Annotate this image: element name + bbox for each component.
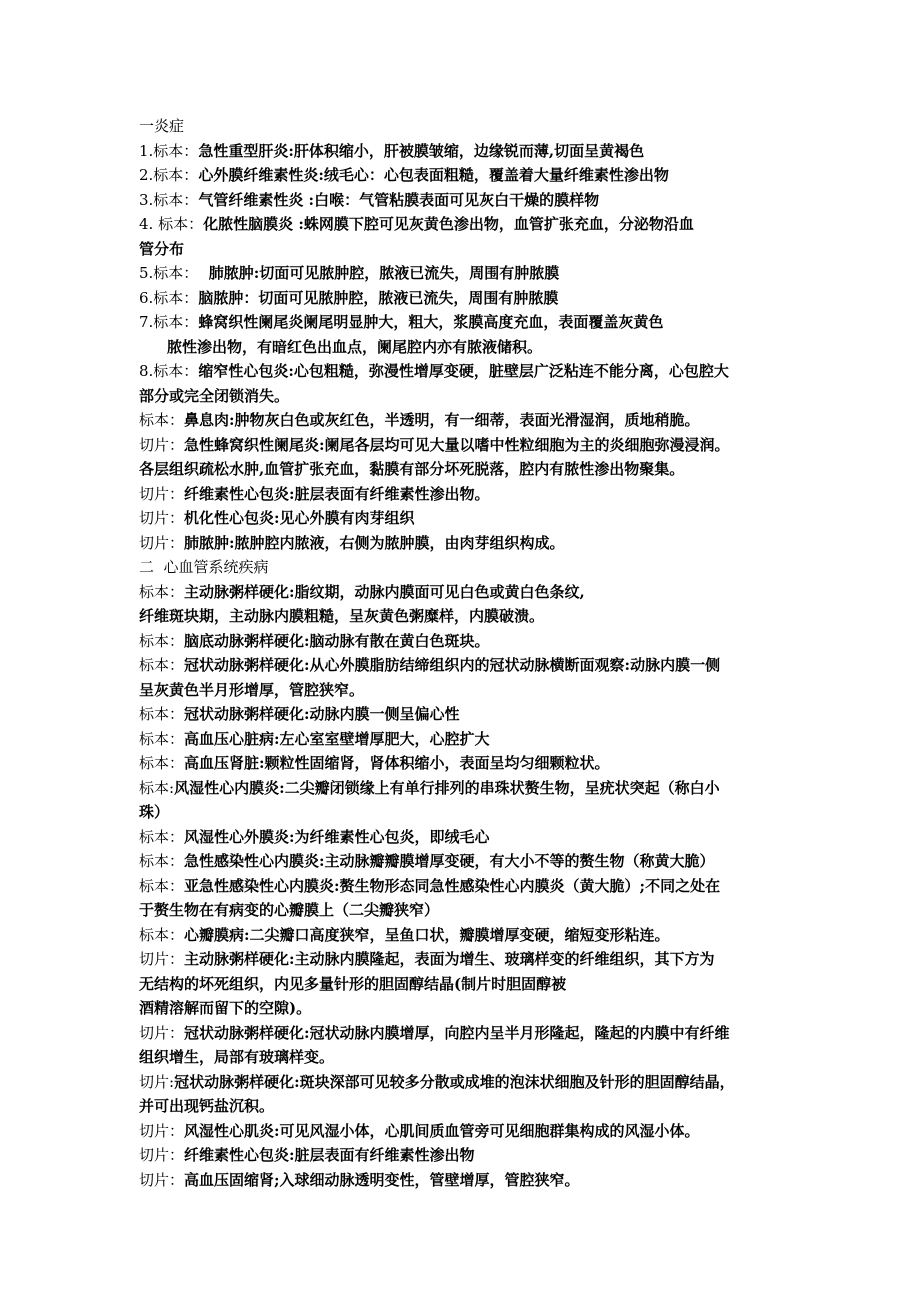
text-line bbox=[139, 849, 789, 874]
line-label: 8.标本： bbox=[139, 362, 199, 380]
text-line bbox=[139, 1119, 789, 1144]
line-label: 切片： bbox=[139, 1146, 185, 1164]
line-text: 机化性心包炎:见心外膜有肉芽组织 bbox=[184, 509, 415, 527]
line-text: 无结构的坏死组织，内见多量针形的胆固醇结晶(制片时胆固醇被 bbox=[139, 974, 567, 993]
text-line bbox=[139, 555, 789, 580]
text-line bbox=[139, 188, 789, 213]
text-line bbox=[139, 825, 789, 850]
line-text: 心外膜纤维素性炎:绒毛心：心包表面粗糙，覆盖着大量纤维素性渗出物 bbox=[198, 166, 669, 184]
line-text: 化脓性脑膜炎 :蛛网膜下腔可见灰黄色渗出物，血管扩张充血，分泌物沿血 bbox=[203, 215, 694, 233]
text-line bbox=[139, 1070, 789, 1095]
line-text: 冠状动脉粥样硬化:冠状动脉内膜增厚，向腔内呈半月形隆起，隆起的内膜中有纤维 bbox=[184, 1023, 730, 1042]
line-text: 纤维素性心包炎:脏层表面有纤维素性渗出物。 bbox=[184, 484, 490, 503]
line-text: 脑底动脉粥样硬化:脑动脉有散在黄白色斑块。 bbox=[184, 631, 490, 650]
text-line bbox=[139, 1168, 789, 1193]
line-label: 切片: bbox=[139, 1072, 175, 1091]
line-label: 4. 标本： bbox=[139, 215, 204, 233]
line-text: 高血压固缩肾;入球细动脉透明变性，管壁增厚，管腔狭窄。 bbox=[184, 1170, 580, 1189]
line-text: 急性重型肝炎:肝体积缩小，肝被膜皱缩，边缘锐而薄,切面呈黄褐色 bbox=[198, 141, 645, 160]
text-line bbox=[139, 139, 789, 164]
line-label: 2.标本： bbox=[139, 166, 199, 184]
text-line bbox=[139, 433, 789, 458]
text-line bbox=[139, 629, 789, 654]
line-text: 一炎症 bbox=[139, 117, 185, 135]
line-text: 气管纤维素性炎 :白喉：气管粘膜表面可见灰白干燥的膜样物 bbox=[198, 190, 600, 209]
line-label: 标本： bbox=[139, 582, 185, 601]
line-text: 急性蜂窝织性阑尾炎:阑尾各层均可见大量以嗜中性粒细胞为主的炎细胞弥漫浸润。 bbox=[184, 435, 730, 454]
line-label: 1.标本： bbox=[139, 141, 199, 160]
line-text: 脓性渗出物，有暗红色出血点，阑尾腔内亦有脓液储积。 bbox=[167, 337, 543, 356]
line-label: 标本： bbox=[139, 754, 185, 772]
line-label: 标本： bbox=[139, 656, 185, 674]
text-line bbox=[139, 286, 789, 311]
text-line bbox=[139, 212, 789, 237]
line-text: 冠状动脉粥样硬化:从心外膜脂肪结缔组织内的冠状动脉横断面观察:动脉内膜一侧 bbox=[184, 656, 721, 674]
line-text: 风湿性心外膜炎:为纤维素性心包炎，即绒毛心 bbox=[184, 827, 490, 846]
line-label: 切片： bbox=[139, 484, 185, 503]
text-line bbox=[139, 727, 789, 752]
line-label: 7.标本： bbox=[139, 313, 199, 331]
text-line bbox=[139, 114, 789, 139]
line-label: 标本： bbox=[139, 705, 185, 723]
line-label: 标本： bbox=[139, 631, 185, 650]
line-label: 3.标本： bbox=[139, 190, 199, 209]
line-label: 切片： bbox=[139, 509, 185, 527]
line-label: 切片： bbox=[139, 435, 185, 454]
line-label: 切片： bbox=[139, 1023, 185, 1042]
text-line bbox=[139, 506, 789, 531]
line-text: 风湿性心肌炎:可见风湿小体，心肌间质血管旁可见细胞群集构成的风湿小体。 bbox=[184, 1121, 700, 1140]
line-text: 各层组织疏松水肿,血管扩张充血，黏膜有部分坏死脱落，腔内有脓性渗出物聚集。 bbox=[139, 460, 685, 478]
line-text: 并可出现钙盐沉积。 bbox=[139, 1097, 275, 1115]
line-text: 脑脓肿：切面可见脓肿腔，脓液已流失，周围有肿脓膜 bbox=[198, 288, 559, 307]
line-text: 亚急性感染性心内膜炎:赘生物形态同急性感染性心内膜炎（黄大脆）;不同之处在 bbox=[184, 876, 721, 895]
line-label: 标本: bbox=[139, 778, 175, 797]
line-text: 高血压肾脏:颗粒性固缩肾，肾体积缩小，表面呈均匀细颗粒状。 bbox=[184, 754, 610, 772]
text-line bbox=[139, 163, 789, 188]
line-label: 切片： bbox=[139, 1170, 185, 1189]
text-line bbox=[139, 408, 789, 433]
text-line bbox=[139, 800, 789, 825]
line-label: 6.标本： bbox=[139, 288, 199, 307]
line-label: 标本： bbox=[139, 827, 185, 846]
line-text: 管分布 bbox=[139, 239, 185, 258]
line-label: 切片： bbox=[139, 533, 185, 552]
text-line bbox=[139, 678, 789, 703]
text-line bbox=[139, 531, 789, 556]
line-text: 心瓣膜病:二尖瓣口高度狭窄，呈鱼口状，瓣膜增厚变硬，缩短变形粘连。 bbox=[184, 925, 670, 944]
text-line bbox=[139, 580, 789, 605]
text-line bbox=[139, 776, 789, 801]
line-text: 肺脓肿:切面可见脓肿腔，脓液已流失，周围有肿脓膜 bbox=[198, 264, 560, 282]
text-line bbox=[139, 996, 789, 1021]
text-line bbox=[139, 923, 789, 948]
text-line bbox=[139, 384, 789, 409]
text-line bbox=[139, 653, 789, 678]
line-text: 呈灰黄色半月形增厚，管腔狭窄。 bbox=[139, 680, 365, 699]
text-line bbox=[139, 1045, 789, 1070]
text-line bbox=[139, 457, 789, 482]
line-text: 酒精溶解而留下的空隙)。 bbox=[139, 999, 312, 1017]
line-label: 标本： bbox=[139, 852, 185, 870]
text-line bbox=[139, 261, 789, 286]
text-line bbox=[139, 898, 789, 923]
line-text: 风湿性心内膜炎:二尖瓣闭锁缘上有单行排列的串珠状赘生物，呈疣状突起（称白小 bbox=[174, 778, 720, 797]
line-label: 切片： bbox=[139, 1121, 185, 1140]
line-text: 急性感染性心内膜炎:主动脉瓣瓣膜增厚变硬，有大小不等的赘生物（称黄大脆） bbox=[184, 852, 715, 870]
line-text: 主动脉粥样硬化:脂纹期，动脉内膜面可见白色或黄白色条纹, bbox=[184, 582, 585, 601]
line-label: 标本： bbox=[139, 876, 185, 895]
text-line bbox=[139, 874, 789, 899]
line-text: 纤维斑块期，主动脉内膜粗糙，呈灰黄色粥糜样，内膜破溃。 bbox=[139, 607, 545, 625]
text-line bbox=[139, 237, 789, 262]
line-label: 5.标本： bbox=[139, 264, 199, 282]
line-text: 缩窄性心包炎:心包粗糙，弥漫性增厚变硬，脏壁层广泛粘连不能分离，心包腔大 bbox=[198, 362, 729, 380]
line-label: 标本： bbox=[139, 925, 185, 944]
text-line bbox=[139, 751, 789, 776]
line-text: 组织增生，局部有玻璃样变。 bbox=[139, 1048, 335, 1066]
line-text: 二 心血管系统疾病 bbox=[139, 558, 269, 576]
text-line bbox=[139, 1143, 789, 1168]
line-label: 切片： bbox=[139, 950, 185, 968]
line-text: 肺脓肿:脓肿腔内脓液，右侧为脓肿膜，由肉芽组织构成。 bbox=[184, 533, 565, 552]
text-line bbox=[139, 972, 789, 997]
text-line bbox=[139, 604, 789, 629]
document-body bbox=[139, 114, 789, 1192]
line-label: 标本： bbox=[139, 411, 185, 429]
line-text: 部分或完全闭锁消失。 bbox=[139, 386, 290, 405]
line-text: 主动脉粥样硬化:主动脉内膜隆起，表面为增生、玻璃样变的纤维组织，其下方为 bbox=[184, 950, 715, 968]
line-text: 冠状动脉粥样硬化:动脉内膜一侧呈偏心性 bbox=[184, 705, 460, 723]
text-line bbox=[139, 359, 789, 384]
text-line bbox=[139, 947, 789, 972]
text-line bbox=[139, 1094, 789, 1119]
line-text: 冠状动脉粥样硬化:斑块深部可见较多分散或成堆的泡沫状细胞及针形的胆固醇结晶， bbox=[174, 1072, 735, 1091]
line-text: 珠） bbox=[139, 803, 170, 821]
line-label: 标本： bbox=[139, 729, 185, 748]
line-text: 蜂窝织性阑尾炎阑尾明显肿大，粗大，浆膜高度充血，表面覆盖灰黄色 bbox=[198, 313, 664, 331]
text-line bbox=[139, 310, 789, 335]
line-text: 于赘生物在有病变的心瓣膜上（二尖瓣狭窄） bbox=[139, 901, 440, 919]
line-text: 鼻息肉:肿物灰白色或灰红色，半透明，有一细蒂，表面光滑湿润，质地稍脆。 bbox=[184, 411, 700, 429]
text-line bbox=[139, 482, 789, 507]
text-line bbox=[139, 335, 789, 360]
text-line bbox=[139, 1021, 789, 1046]
text-line bbox=[139, 702, 789, 727]
line-text: 高血压心脏病:左心室室壁增厚肥大，心腔扩大 bbox=[184, 729, 490, 748]
line-text: 纤维素性心包炎:脏层表面有纤维素性渗出物 bbox=[184, 1146, 475, 1164]
